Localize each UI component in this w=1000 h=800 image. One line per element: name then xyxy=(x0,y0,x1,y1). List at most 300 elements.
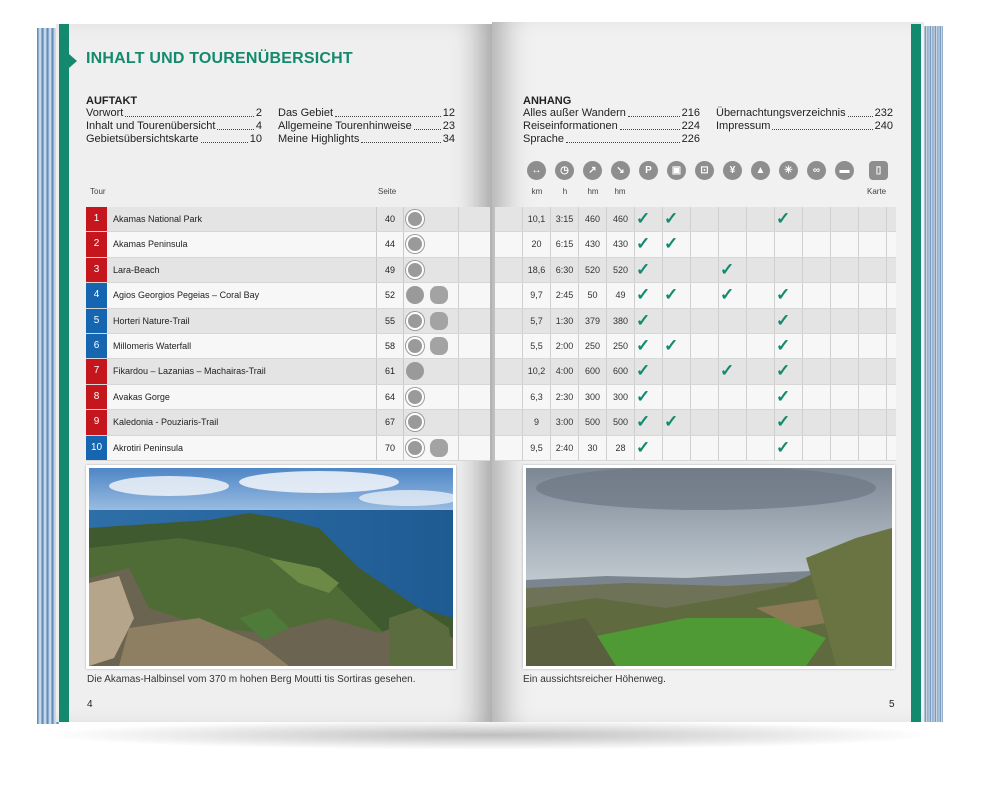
toc-leader-dots xyxy=(217,129,253,130)
tour-ascent: 300 xyxy=(584,391,601,402)
check-icon: ✓ xyxy=(664,209,679,228)
column-divider xyxy=(886,283,887,307)
tour-descent: 500 xyxy=(612,417,629,428)
page-title: INHALT UND TOURENÜBERSICHT xyxy=(86,50,353,67)
tour-descent: 250 xyxy=(612,340,629,351)
loop-tour-icon xyxy=(406,235,424,253)
tour-number: 3 xyxy=(86,258,107,282)
check-icon: ✓ xyxy=(636,386,651,406)
auftakt-column-2 xyxy=(278,107,455,146)
tour-data-row[interactable] xyxy=(495,385,896,410)
toc-entry[interactable] xyxy=(86,120,262,133)
tour-page: 40 xyxy=(376,207,404,231)
summit-icon: ▲ xyxy=(751,161,770,180)
toc-leader-dots xyxy=(628,116,680,117)
tour-data-row[interactable] xyxy=(495,334,896,359)
tour-number: 8 xyxy=(86,385,107,409)
check-icon: ✓ xyxy=(664,285,679,305)
ascent-icon: ↗ xyxy=(583,161,602,180)
feature-icons-row xyxy=(527,161,892,183)
column-divider xyxy=(774,410,775,434)
column-divider xyxy=(662,385,663,409)
column-divider xyxy=(690,436,691,460)
column-divider xyxy=(458,385,459,409)
toc-entry-label: Alles außer Wandern xyxy=(523,107,626,119)
tour-descent: 430 xyxy=(612,239,629,250)
descent-icon: ↘ xyxy=(611,161,630,180)
column-divider xyxy=(458,283,459,307)
toc-leader-dots xyxy=(201,142,248,143)
check-icon: ✓ xyxy=(636,310,651,330)
column-divider xyxy=(690,410,691,434)
tour-ascent: 500 xyxy=(584,417,601,428)
anhang-heading: ANHANG xyxy=(523,95,572,107)
tour-descent: 380 xyxy=(612,315,629,326)
toc-entry-page: 12 xyxy=(442,107,455,119)
tour-ascent: 460 xyxy=(584,214,601,224)
kid-friendly-icon xyxy=(430,337,448,355)
toc-entry-label: Vorwort xyxy=(86,107,124,119)
column-divider xyxy=(886,385,887,409)
toc-leader-dots xyxy=(361,142,440,143)
toc-entry-page: 2 xyxy=(255,107,262,119)
check-icon: ✓ xyxy=(720,285,735,305)
column-divider xyxy=(830,334,831,358)
column-divider xyxy=(634,207,635,231)
column-divider xyxy=(634,436,635,460)
check-icon: ✓ xyxy=(636,437,651,457)
column-divider xyxy=(858,359,859,383)
column-divider xyxy=(718,436,719,460)
check-icon: ✓ xyxy=(776,412,791,432)
bus-icon: ▣ xyxy=(667,161,686,180)
column-divider xyxy=(718,207,719,231)
tour-column-header: Tour xyxy=(90,187,106,196)
column-divider xyxy=(886,359,887,383)
column-divider xyxy=(690,207,691,231)
toc-leader-dots xyxy=(620,129,680,130)
column-divider xyxy=(774,283,775,307)
tour-name: Fikardou – Lazanias – Machairas-Trail xyxy=(113,366,266,377)
tour-page: 70 xyxy=(376,436,404,460)
auftakt-column-1 xyxy=(86,107,262,146)
column-divider xyxy=(830,283,831,307)
toc-entry-page: 240 xyxy=(874,120,893,132)
tour-table-left xyxy=(86,207,490,461)
column-divider xyxy=(858,258,859,282)
toc-entry[interactable] xyxy=(278,133,455,146)
tour-ascent: 520 xyxy=(584,264,601,275)
toc-entry-page: 224 xyxy=(681,120,700,132)
tour-distance: 10,1 xyxy=(527,214,546,224)
toc-entry[interactable] xyxy=(278,120,455,133)
tour-row[interactable] xyxy=(86,359,490,384)
toc-entry[interactable] xyxy=(716,120,893,133)
column-divider xyxy=(746,232,747,256)
tour-page: 64 xyxy=(376,385,404,409)
column-divider xyxy=(458,258,459,282)
column-divider xyxy=(634,334,635,358)
column-divider xyxy=(690,232,691,256)
toc-entry[interactable] xyxy=(278,107,455,120)
tour-ascent: 250 xyxy=(584,340,601,351)
tour-duration: 2:00 xyxy=(555,340,574,351)
parking-icon: P xyxy=(639,161,658,180)
column-divider xyxy=(746,334,747,358)
tour-number: 6 xyxy=(86,334,107,358)
tour-number: 9 xyxy=(86,410,107,434)
column-divider xyxy=(802,385,803,409)
tour-distance: 18,6 xyxy=(527,264,546,275)
seite-column-header: Seite xyxy=(378,187,397,196)
tour-data-row[interactable] xyxy=(495,232,896,257)
tour-name: Millomeris Waterfall xyxy=(113,340,192,351)
tour-distance: 10,2 xyxy=(527,366,546,377)
column-divider xyxy=(830,410,831,434)
tour-distance: 9,5 xyxy=(530,442,543,453)
unit-hm-down: hm xyxy=(614,187,626,196)
column-divider xyxy=(634,410,635,434)
tour-duration: 2:30 xyxy=(555,391,574,402)
tour-row[interactable] xyxy=(86,410,490,435)
tour-name: Avakas Gorge xyxy=(113,391,170,402)
title-arrow-icon xyxy=(69,54,77,68)
tour-duration: 3:00 xyxy=(555,417,574,428)
column-divider xyxy=(802,359,803,383)
column-divider xyxy=(718,232,719,256)
right-accent-strip xyxy=(911,24,921,722)
toc-entry-label: Inhalt und Tourenübersicht xyxy=(86,120,216,132)
column-divider xyxy=(662,232,663,256)
tour-data-row[interactable] xyxy=(495,436,896,461)
toc-entry[interactable] xyxy=(523,107,700,120)
column-divider xyxy=(802,436,803,460)
toc-entry-label: Gebietsübersichtskarte xyxy=(86,133,199,145)
tour-descent: 49 xyxy=(615,290,626,301)
column-divider xyxy=(718,258,719,282)
tour-row[interactable] xyxy=(86,309,490,334)
toc-entry-label: Meine Highlights xyxy=(278,133,360,145)
column-divider xyxy=(746,258,747,282)
column-divider xyxy=(774,232,775,256)
column-divider xyxy=(718,334,719,358)
toc-leader-dots xyxy=(414,129,441,130)
toc-entry-page: 34 xyxy=(442,133,455,145)
one-way-tour-icon xyxy=(406,286,424,304)
column-divider xyxy=(634,385,635,409)
toc-entry-page: 10 xyxy=(249,133,262,145)
column-divider xyxy=(690,334,691,358)
tour-name: Agios Georgios Pegeias – Coral Bay xyxy=(113,290,260,301)
tour-number: 2 xyxy=(86,232,107,256)
tour-page: 61 xyxy=(376,359,404,383)
tour-distance: 5,7 xyxy=(530,315,543,326)
loop-tour-icon xyxy=(406,413,424,431)
column-divider xyxy=(746,436,747,460)
anhang-column-1 xyxy=(523,107,700,146)
cablecar-icon: ⊡ xyxy=(695,161,714,180)
tour-ascent: 430 xyxy=(584,239,601,250)
tour-data-row[interactable] xyxy=(495,309,896,334)
restaurant-icon: ¥ xyxy=(723,161,742,180)
bike-icon: ∞ xyxy=(807,161,826,180)
column-divider xyxy=(858,385,859,409)
tour-row[interactable] xyxy=(86,207,490,232)
toc-entry-label: Allgemeine Tourenhinweise xyxy=(278,120,412,132)
caption-right: Ein aussichtsreicher Höhenweg. xyxy=(523,674,666,685)
check-icon: ✓ xyxy=(636,209,651,228)
tour-distance: 20 xyxy=(531,239,542,250)
tour-name: Kaledonia - Pouziaris-Trail xyxy=(113,417,219,428)
column-divider xyxy=(774,258,775,282)
one-way-tour-icon xyxy=(406,362,424,380)
tour-name: Lara-Beach xyxy=(113,264,160,275)
left-accent-strip xyxy=(59,24,69,722)
column-divider xyxy=(774,207,775,231)
tour-ascent: 600 xyxy=(584,366,601,377)
tour-duration: 2:40 xyxy=(555,442,574,453)
toc-entry-page: 23 xyxy=(442,120,455,132)
tour-data-row[interactable] xyxy=(495,258,896,283)
column-divider xyxy=(634,309,635,333)
column-divider xyxy=(458,207,459,231)
loop-tour-icon xyxy=(406,261,424,279)
column-divider xyxy=(774,334,775,358)
tour-row[interactable] xyxy=(86,385,490,410)
tour-data-row[interactable] xyxy=(495,283,896,308)
kid-friendly-icon xyxy=(430,286,448,304)
column-divider xyxy=(830,436,831,460)
check-icon: ✓ xyxy=(664,335,679,355)
column-divider xyxy=(802,410,803,434)
toc-entry[interactable] xyxy=(716,107,893,120)
column-divider xyxy=(858,283,859,307)
photo-hoehenweg xyxy=(523,465,895,669)
check-icon: ✓ xyxy=(636,285,651,305)
check-icon: ✓ xyxy=(636,234,651,254)
column-divider xyxy=(662,334,663,358)
tour-distance: 5,5 xyxy=(530,340,543,351)
kid-friendly-icon xyxy=(430,439,448,457)
column-divider xyxy=(774,436,775,460)
column-divider xyxy=(802,207,803,231)
tour-name: Akrotiri Peninsula xyxy=(113,442,184,453)
column-divider xyxy=(634,232,635,256)
column-divider xyxy=(802,334,803,358)
tour-distance: 9,7 xyxy=(530,290,543,301)
column-divider xyxy=(774,359,775,383)
check-icon: ✓ xyxy=(636,259,651,279)
loop-tour-icon xyxy=(406,388,424,406)
check-icon: ✓ xyxy=(776,209,791,228)
tour-ascent: 30 xyxy=(587,442,598,453)
unit-hm-up: hm xyxy=(587,187,599,196)
tour-duration: 3:15 xyxy=(555,214,574,224)
column-divider xyxy=(690,283,691,307)
column-divider xyxy=(858,410,859,434)
toc-entry-page: 216 xyxy=(681,107,700,119)
column-divider xyxy=(830,359,831,383)
tour-page: 49 xyxy=(376,258,404,282)
column-divider xyxy=(718,385,719,409)
column-divider xyxy=(802,309,803,333)
check-icon: ✓ xyxy=(636,412,651,432)
column-divider xyxy=(858,232,859,256)
tour-page: 52 xyxy=(376,283,404,307)
check-icon: ✓ xyxy=(636,335,651,355)
toc-leader-dots xyxy=(335,116,441,117)
page-edges-right xyxy=(921,26,943,722)
column-divider xyxy=(634,283,635,307)
tour-descent: 28 xyxy=(615,442,626,453)
column-divider xyxy=(690,258,691,282)
column-divider xyxy=(458,410,459,434)
anhang-column-2 xyxy=(716,107,893,133)
column-divider xyxy=(662,283,663,307)
column-divider xyxy=(858,309,859,333)
tour-ascent: 379 xyxy=(584,315,601,326)
loop-tour-icon xyxy=(406,337,424,355)
check-icon: ✓ xyxy=(664,234,679,254)
toc-entry-page: 226 xyxy=(681,133,700,145)
kid-friendly-icon xyxy=(430,312,448,330)
column-divider xyxy=(718,410,719,434)
column-divider xyxy=(830,385,831,409)
column-divider xyxy=(802,232,803,256)
column-divider xyxy=(774,309,775,333)
tour-duration: 4:00 xyxy=(555,366,574,377)
toc-entry-page: 232 xyxy=(874,107,893,119)
distance-icon: ↔ xyxy=(527,161,546,180)
tour-row[interactable] xyxy=(86,334,490,359)
toc-entry-label: Reiseinformationen xyxy=(523,120,618,132)
column-divider xyxy=(746,385,747,409)
column-divider xyxy=(886,207,887,231)
column-divider xyxy=(718,283,719,307)
tour-row[interactable] xyxy=(86,258,490,283)
column-divider xyxy=(662,436,663,460)
column-divider xyxy=(886,232,887,256)
column-divider xyxy=(634,359,635,383)
unit-km: km xyxy=(531,187,543,196)
toc-leader-dots xyxy=(848,116,873,117)
tour-page: 67 xyxy=(376,410,404,434)
toc-entry[interactable] xyxy=(86,133,262,146)
tour-duration: 1:30 xyxy=(555,315,574,326)
clock-icon: ◷ xyxy=(555,161,574,180)
check-icon: ✓ xyxy=(776,437,791,457)
tour-row[interactable] xyxy=(86,436,490,461)
column-divider xyxy=(662,359,663,383)
column-divider xyxy=(458,309,459,333)
auftakt-heading: AUFTAKT xyxy=(86,95,138,107)
toc-leader-dots xyxy=(125,116,254,117)
column-divider xyxy=(746,207,747,231)
page-number-right: 5 xyxy=(889,699,895,710)
column-divider xyxy=(718,359,719,383)
column-divider xyxy=(458,334,459,358)
check-icon: ✓ xyxy=(776,335,791,355)
winter-icon: ✳ xyxy=(779,161,798,180)
check-icon: ✓ xyxy=(776,310,791,330)
toc-leader-dots xyxy=(772,129,872,130)
check-icon: ✓ xyxy=(720,259,735,279)
tour-number: 1 xyxy=(86,207,107,231)
column-divider xyxy=(830,258,831,282)
unit-h: h xyxy=(562,187,568,196)
column-divider xyxy=(458,359,459,383)
column-divider xyxy=(746,410,747,434)
check-icon: ✓ xyxy=(776,386,791,406)
toc-entry[interactable] xyxy=(523,120,700,133)
loop-tour-icon xyxy=(406,312,424,330)
check-icon: ✓ xyxy=(664,412,679,432)
tour-descent: 520 xyxy=(612,264,629,275)
toc-entry[interactable] xyxy=(523,133,700,146)
column-divider xyxy=(774,385,775,409)
tour-ascent: 50 xyxy=(587,290,598,301)
tour-number: 10 xyxy=(86,436,107,460)
tour-row[interactable] xyxy=(86,232,490,257)
toc-entry-label: Impressum xyxy=(716,120,771,132)
loop-tour-icon xyxy=(406,210,424,228)
column-divider xyxy=(458,436,459,460)
check-icon: ✓ xyxy=(776,361,791,381)
toc-leader-dots xyxy=(566,142,680,143)
tour-duration: 2:45 xyxy=(555,290,574,301)
column-divider xyxy=(802,258,803,282)
tour-data-row[interactable] xyxy=(495,410,896,435)
toc-entry[interactable] xyxy=(86,107,262,120)
column-divider xyxy=(830,207,831,231)
tour-distance: 9 xyxy=(533,417,539,428)
tour-duration: 6:30 xyxy=(555,264,574,275)
tour-descent: 600 xyxy=(612,366,629,377)
column-divider xyxy=(802,283,803,307)
column-divider xyxy=(634,258,635,282)
column-divider xyxy=(886,410,887,434)
column-divider xyxy=(886,436,887,460)
tour-number: 4 xyxy=(86,283,107,307)
tour-row[interactable] xyxy=(86,283,490,308)
column-divider xyxy=(458,232,459,256)
column-divider xyxy=(746,283,747,307)
column-divider xyxy=(858,436,859,460)
accommodation-icon: ▬ xyxy=(835,161,854,180)
column-divider xyxy=(662,258,663,282)
hoehenweg-landscape-image xyxy=(526,468,892,666)
tour-descent: 300 xyxy=(612,391,629,402)
tour-data-row[interactable] xyxy=(495,359,896,384)
column-divider xyxy=(858,334,859,358)
tour-data-row[interactable] xyxy=(495,207,896,232)
toc-entry-label: Sprache xyxy=(523,133,564,145)
tour-name: Akamas Peninsula xyxy=(113,239,188,250)
tour-table-right xyxy=(495,207,896,461)
toc-entry-label: Das Gebiet xyxy=(278,107,334,119)
akamas-landscape-image xyxy=(89,468,453,666)
photo-akamas-peninsula xyxy=(86,465,456,669)
column-divider xyxy=(690,309,691,333)
column-divider xyxy=(662,207,663,231)
tour-descent: 460 xyxy=(612,214,629,224)
column-divider xyxy=(830,232,831,256)
page-number-left: 4 xyxy=(87,699,93,710)
column-divider xyxy=(830,309,831,333)
book-shadow xyxy=(40,720,940,750)
map-icon: ▯ xyxy=(869,161,888,180)
column-divider xyxy=(718,309,719,333)
